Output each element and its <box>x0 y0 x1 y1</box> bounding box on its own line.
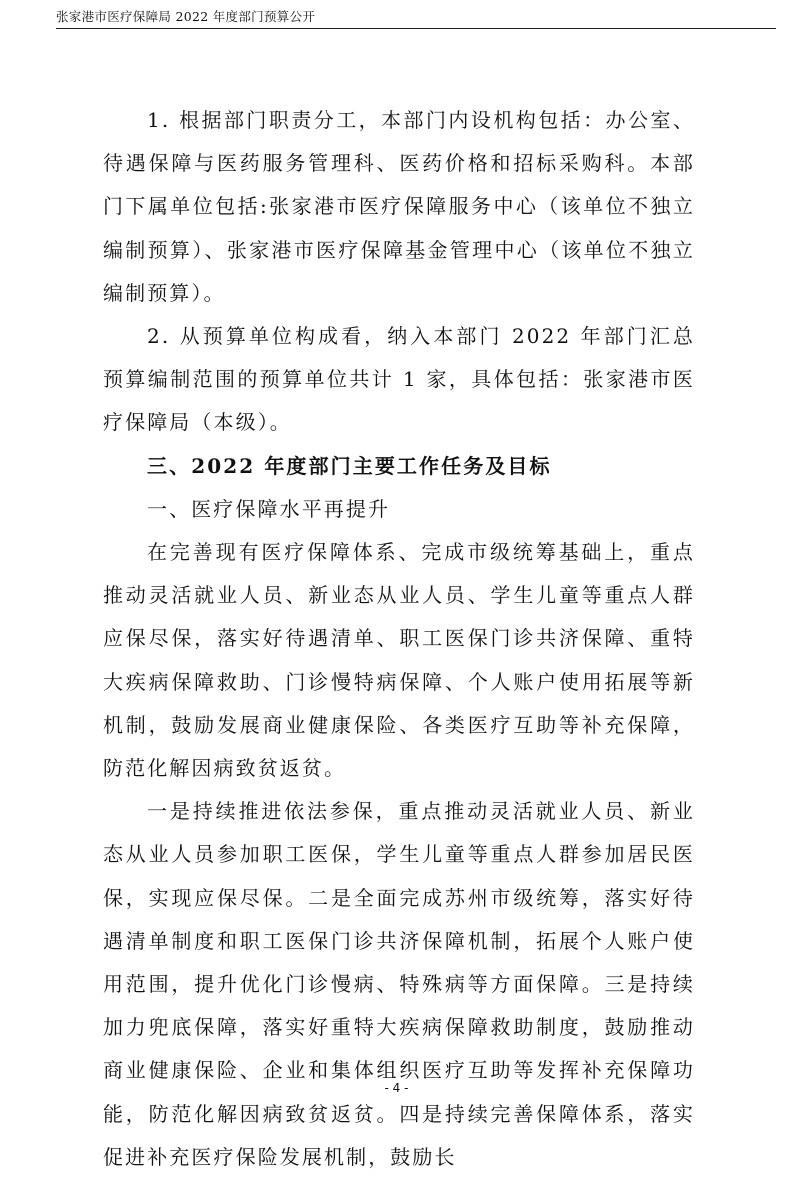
paragraph-internal-structure: 1. 根据部门职责分工，本部门内设机构包括：办公室、待遇保障与医药服务管理科、医药价格和招标采购科。本部门下属单位包括:张家港市医疗保障服务中心（该单位不独立编制预算）、张家港市医疗保障基金管理中心（该单位不独立编制预算）。 <box>103 108 695 305</box>
header-title: 张家港市医疗保障局 2022 年度部门预算公开 <box>56 9 316 24</box>
page-number: - 4 - <box>384 1081 409 1095</box>
header-divider <box>56 28 776 29</box>
paragraph-measures: 一是持续推进依法参保，重点推动灵活就业人员、新业态从业人员参加职工医保，学生儿童等重点人群参加居民医保，实现应保尽保。二是全面完成苏州市级统筹，落实好待遇清单制度和职工医保门诊共济保障机制，拓展个人账户使用范围，提升优化门诊慢病、特殊病等方面保障。三是持续加力兜底保障，落实好重特大疾病保障救助制度，鼓励推动商业健康保险、企业和集体组织医疗互助等发挥补充保障功能，防范化解因病致贫返贫。四是持续完善保障体系，落实促进补充医疗保险发展机制，鼓励长 <box>103 799 695 1169</box>
section-heading: 三、2022 年度部门主要工作任务及目标 <box>147 453 552 478</box>
sub-heading: 一、医疗保障水平再提升 <box>147 496 391 521</box>
document-body <box>103 99 695 1179</box>
paragraph-overview: 在完善现有医疗保障体系、完成市级统筹基础上，重点推动灵活就业人员、新业态从业人员、学生儿童等重点人群应保尽保，落实好待遇清单、职工医保门诊共济保障、重特大疾病保障救助、门诊慢特病保障、个人账户使用拓展等新机制，鼓励发展商业健康保险、各类医疗互助等补充保障，防范化解因病致贫返贫。 <box>103 540 695 781</box>
page-header <box>56 6 776 28</box>
paragraph-budget-units: 2. 从预算单位构成看，纳入本部门 2022 年部门汇总预算编制范围的预算单位共计 1 家，具体包括：张家港市医疗保障局（本级）。 <box>103 324 695 435</box>
